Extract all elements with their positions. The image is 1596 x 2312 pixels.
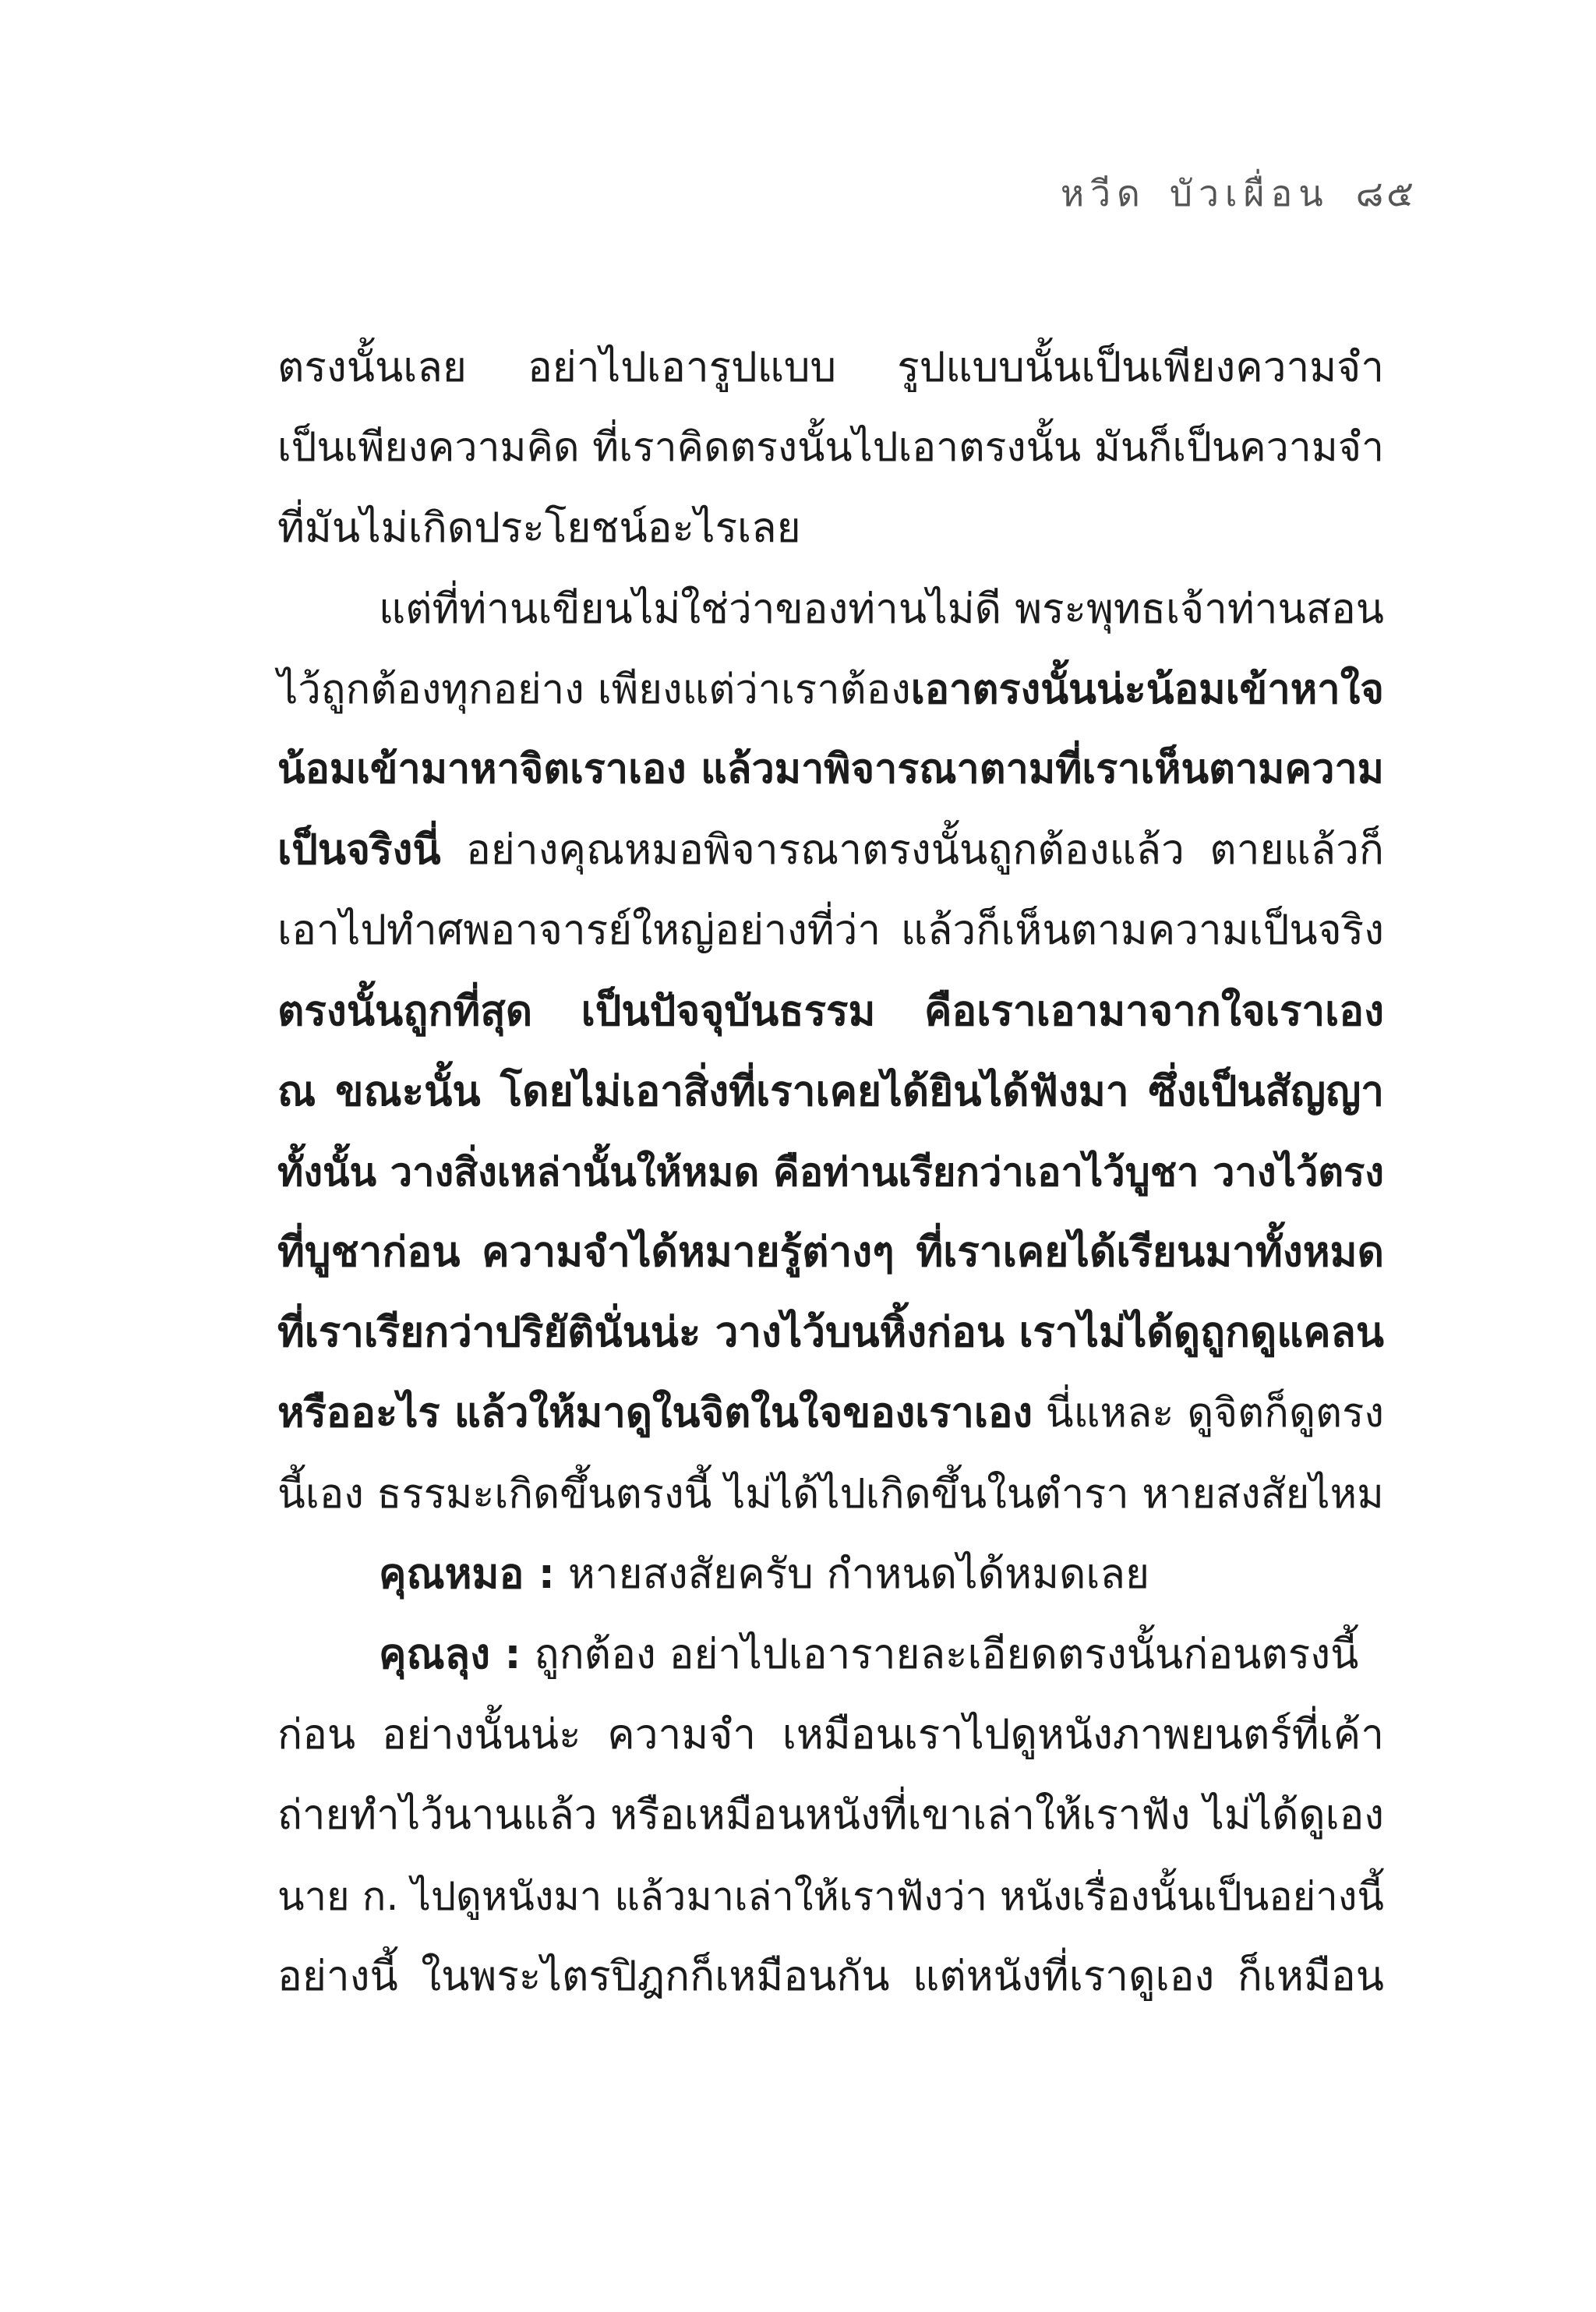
text-line (277, 730, 1384, 810)
text-line (277, 1856, 1384, 1936)
text-line (277, 971, 1384, 1052)
text-line (277, 1534, 1384, 1614)
text-line (277, 1936, 1384, 2017)
bold-text-run: คุณลุง : (379, 1631, 521, 1678)
text-line (277, 1052, 1384, 1132)
bold-text-run: ที่เราเรียกว่าปริยัตินั่นน่ะ วางไว้บนหิ้งก่อน เราไม่ได้ดูถูกดูแคลน (277, 1309, 1384, 1357)
text-line (277, 890, 1384, 970)
bold-text-run: ทั้งนั้น วางสิ่งเหล่านั้นให้หมด คือท่านเรียกว่าเอาไว้บูชา วางไว้ตรง (277, 1148, 1384, 1195)
bold-text-run: คุณหมอ : (379, 1550, 555, 1598)
text-run: นี่แหละ ดูจิตก็ดูตรง (1033, 1389, 1384, 1437)
text-run: ที่มันไม่เกิดประโยชน์อะไรเลย (277, 504, 801, 553)
text-line (277, 408, 1384, 488)
text-line (277, 810, 1384, 890)
text-line (277, 1292, 1384, 1373)
text-run: แต่ที่ท่านเขียนไม่ใช่ว่าของท่านไม่ดี พระพุทธเจ้าท่านสอน (379, 585, 1384, 633)
bold-text-run: ที่บูชาก่อน ความจำได้หมายรู้ต่างๆ ที่เราเคยได้เรียนมาทั้งหมด (277, 1228, 1384, 1277)
text-run: นาย ก. ไปดูหนังมา แล้วมาเล่าให้เราฟังว่า หนังเรื่องนั้นเป็นอย่างนี้ (277, 1872, 1384, 1919)
text-run: ตรงนั้นเลย อย่าไปเอารูปแบบ รูปแบบนั้นเป็นเพียงความจำ (277, 344, 1384, 391)
page-body (277, 327, 1384, 2017)
text-line (277, 1775, 1384, 1855)
page-number: ๘๕ (1355, 172, 1417, 214)
bold-text-run: ตรงนั้นถูกที่สุด เป็นปัจจุบันธรรม คือเราเอามาจากใจเราเอง (277, 987, 1384, 1035)
text-run: ก่อน อย่างนั้นน่ะ ความจำ เหมือนเราไปดูหนังภาพยนตร์ที่เค้า (277, 1711, 1384, 1759)
text-line (277, 1454, 1384, 1534)
running-header (1061, 165, 1417, 222)
bold-text-run: เอาตรงนั้นน่ะน้อมเข้าหาใจ (910, 665, 1384, 713)
bold-text-run: ณ ขณะนั้น โดยไม่เอาสิ่งที่เราเคยได้ยินได้ฟังมา ซึ่งเป็นสัญญา (277, 1067, 1384, 1115)
text-run: ไว้ถูกต้องทุกอย่าง เพียงแต่ว่าเราต้อง (277, 665, 911, 713)
text-run: อย่างนี้ ในพระไตรปิฎกก็เหมือนกัน แต่หนังที่เราดูเอง ก็เหมือน (277, 1952, 1384, 2000)
text-line (277, 1695, 1384, 1775)
author-first-name: หวีด (1060, 172, 1146, 214)
author-last-name: บัวเผื่อน (1169, 172, 1329, 214)
text-line (277, 488, 1384, 568)
text-line (277, 1212, 1384, 1292)
text-run: นี้เอง ธรรมะเกิดขึ้นตรงนี้ ไม่ได้ไปเกิดขึ้นในตำรา หายสงสัยไหม (277, 1469, 1384, 1518)
text-line (277, 569, 1384, 649)
bold-text-run: น้อมเข้ามาหาจิตเราเอง แล้วมาพิจารณาตามที่เราเห็นตามความ (277, 745, 1384, 793)
text-run: เอาไปทำศพอาจารย์ใหญ่อย่างที่ว่า แล้วก็เห็นตามความเป็นจริง (277, 907, 1384, 955)
bold-text-run: เป็นจริงนี่ (277, 826, 441, 875)
text-run: ถูกต้อง อย่าไปเอารายละเอียดตรงนั้นก่อนตรงนี้ (521, 1631, 1359, 1678)
bold-text-run: หรืออะไร แล้วให้มาดูในจิตในใจของเราเอง (277, 1389, 1033, 1437)
text-run: หายสงสัยครับ กำหนดได้หมดเลย (554, 1550, 1150, 1598)
text-line (277, 327, 1384, 408)
text-line (277, 649, 1384, 730)
text-run: เป็นเพียงความคิด ที่เราคิดตรงนั้นไปเอาตรงนั้น มันก็เป็นความจำ (277, 424, 1384, 472)
text-line (277, 1373, 1384, 1453)
text-line (277, 1132, 1384, 1212)
text-line (277, 1614, 1384, 1695)
text-run: ถ่ายทำไว้นานแล้ว หรือเหมือนหนังที่เขาเล่าให้เราฟัง ไม่ได้ดูเอง (277, 1791, 1384, 1840)
text-run: อย่างคุณหมอพิจารณาตรงนั้นถูกต้องแล้ว ตายแล้วก็ (440, 826, 1384, 875)
